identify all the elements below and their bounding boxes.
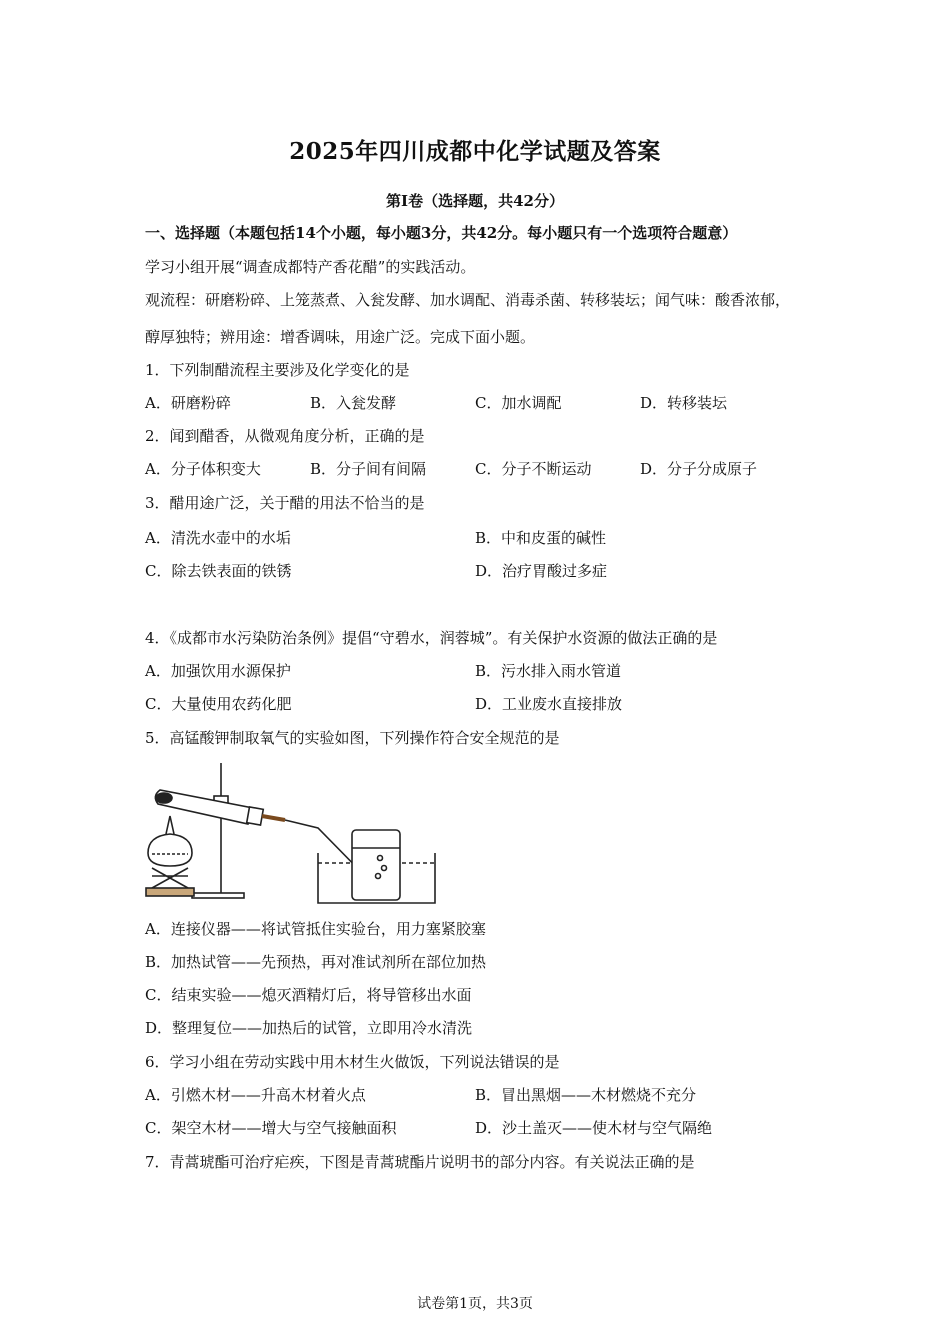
q3-option-d: D．治疗胃酸过多症 xyxy=(475,562,608,580)
q1-option-b: B．入瓮发酵 xyxy=(310,394,397,412)
alcohol-lamp xyxy=(148,834,192,866)
q2-option-c: C．分子不断运动 xyxy=(475,460,592,478)
q1-option-a: A．研磨粉碎 xyxy=(145,394,231,412)
intro-line-3: 醇厚独特；辨用途：增香调味，用途广泛。完成下面小题。 xyxy=(145,328,536,346)
intro-line-1: 学习小组开展“调查成都特产香花醋”的实践活动。 xyxy=(145,258,476,276)
q6-option-c: C．架空木材——增大与空气接触面积 xyxy=(145,1119,397,1137)
q4-option-c: C．大量使用农药化肥 xyxy=(145,695,292,713)
question-6-stem: 6．学习小组在劳动实践中用木材生火做饭，下列说法错误的是 xyxy=(145,1053,560,1071)
q6-option-d: D．沙土盖灭——使木材与空气隔绝 xyxy=(475,1119,713,1137)
question-3-stem: 3．醋用途广泛，关于醋的用法不恰当的是 xyxy=(145,494,425,512)
part-heading: 第Ⅰ卷（选择题，共42分） xyxy=(386,192,564,210)
question-4-stem: 4．《成都市水污染防治条例》提倡“守碧水，润蓉城”。有关保护水资源的做法正确的是 xyxy=(145,629,718,647)
q5-option-b: B．加热试管——先预热，再对准试剂所在部位加热 xyxy=(145,953,487,971)
question-7-stem: 7．青蒿琥酯可治疗疟疾，下图是青蒿琥酯片说明书的部分内容。有关说法正确的是 xyxy=(145,1153,695,1171)
q2-option-a: A．分子体积变大 xyxy=(145,460,261,478)
page-title: 2025年四川成都中化学试题及答案 xyxy=(289,138,661,165)
q2-option-d: D．分子分成原子 xyxy=(640,460,758,478)
q3-option-c: C．除去铁表面的铁锈 xyxy=(145,562,292,580)
rubber-stopper xyxy=(247,807,264,825)
question-5-stem: 5．高锰酸钾制取氧气的实验如图，下列操作符合安全规范的是 xyxy=(145,729,560,747)
q3-option-b: B．中和皮蛋的碱性 xyxy=(475,529,607,547)
q4-option-a: A．加强饮用水源保护 xyxy=(145,662,291,680)
question-2-stem: 2．闻到醋香，从微观角度分析，正确的是 xyxy=(145,427,425,445)
oxygen-apparatus-figure xyxy=(140,758,440,908)
q4-option-b: B．污水排入雨水管道 xyxy=(475,662,622,680)
rubber-connector xyxy=(262,816,285,820)
potassium-permanganate xyxy=(156,793,172,803)
q5-option-a: A．连接仪器——将试管抵住实验台，用力塞紧胶塞 xyxy=(145,920,486,938)
page-footer: 试卷第1页，共3页 xyxy=(417,1296,533,1312)
question-1-stem: 1．下列制醋流程主要涉及化学变化的是 xyxy=(145,361,410,379)
q3-option-a: A．清洗水壶中的水垢 xyxy=(145,529,291,547)
section-heading: 一、选择题（本题包括14个小题，每小题3分，共42分。每小题只有一个选项符合题意） xyxy=(145,224,738,242)
q5-option-d: D．整理复位——加热后的试管，立即用冷水清洗 xyxy=(145,1019,473,1037)
intro-line-2: 观流程：研磨粉碎、上笼蒸煮、入瓮发酵、加水调配、消毒杀菌、转移装坛；闻气味：酸香浓郁， xyxy=(145,291,791,309)
q2-option-b: B．分子间有间隔 xyxy=(310,460,427,478)
iron-stand-base xyxy=(192,893,244,898)
lamp-flame xyxy=(166,816,174,834)
q5-option-c: C．结束实验——熄灭酒精灯后，将导管移出水面 xyxy=(145,986,472,1004)
lift-stand xyxy=(152,868,188,888)
q4-option-d: D．工业废水直接排放 xyxy=(475,695,623,713)
q1-option-d: D．转移装坛 xyxy=(640,394,728,412)
q1-option-c: C．加水调配 xyxy=(475,394,562,412)
q6-option-b: B．冒出黑烟——木材燃烧不充分 xyxy=(475,1086,697,1104)
q6-option-a: A．引燃木材——升高木材着火点 xyxy=(145,1086,366,1104)
lift-stand-base xyxy=(146,888,194,896)
gas-collecting-bottle xyxy=(352,830,400,900)
